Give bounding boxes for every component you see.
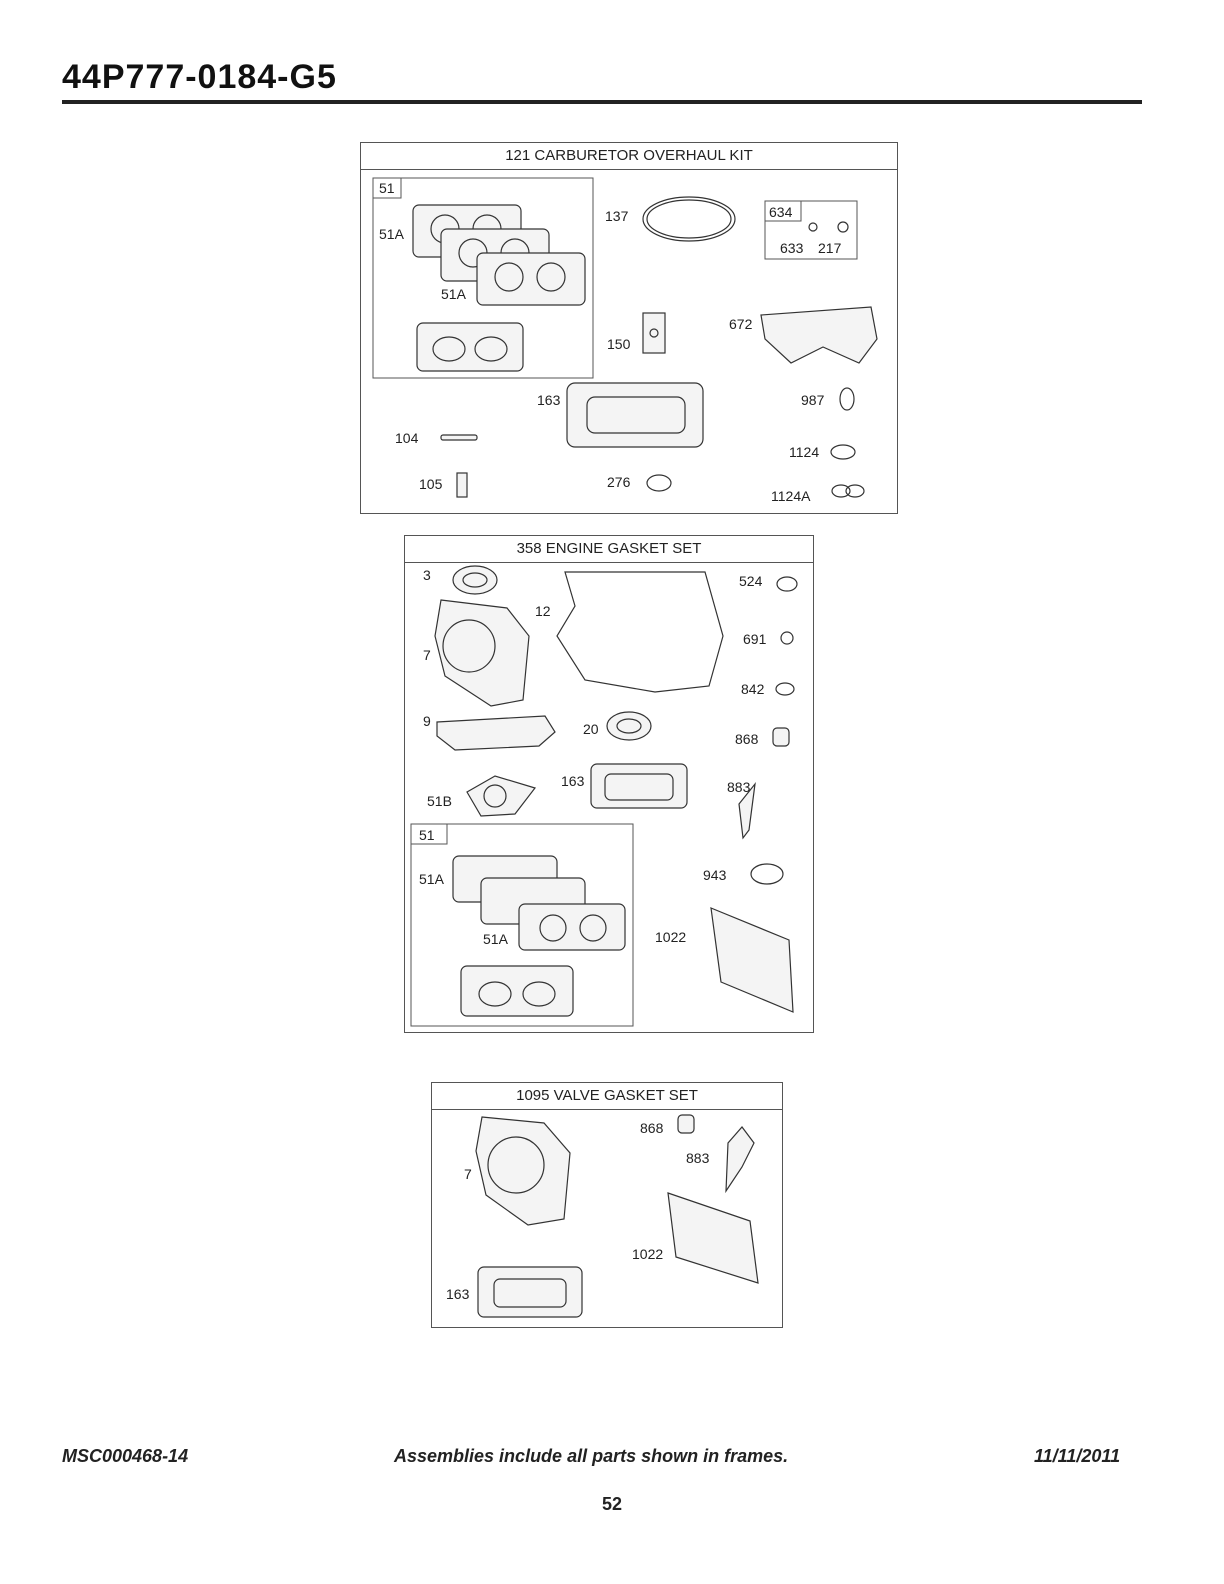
label-842: 842 xyxy=(741,681,765,697)
part-1022-valve-cover-gasket xyxy=(668,1193,758,1283)
part-7-head-gasket xyxy=(435,600,529,706)
label-987: 987 xyxy=(801,392,825,408)
part-276 xyxy=(647,475,671,491)
label-105: 105 xyxy=(419,476,443,492)
part-12-crankcase-gasket xyxy=(557,572,723,692)
label-51a: 51A xyxy=(483,931,508,947)
label-1022: 1022 xyxy=(655,929,687,945)
label-104: 104 xyxy=(395,430,419,446)
label-51b: 51B xyxy=(427,793,452,809)
label-633: 633 xyxy=(780,240,804,256)
part-104 xyxy=(441,435,477,440)
page-title: 44P777-0184-G5 xyxy=(62,58,337,96)
label-9: 9 xyxy=(423,713,431,729)
part-868 xyxy=(678,1115,694,1133)
label-163: 163 xyxy=(446,1286,470,1302)
part-1022-valve-cover-gasket xyxy=(711,908,793,1012)
label-137: 137 xyxy=(605,208,629,224)
label-1022: 1022 xyxy=(632,1246,664,1262)
label-868: 868 xyxy=(640,1120,664,1136)
label-150: 150 xyxy=(607,336,631,352)
label-1124a: 1124A xyxy=(771,488,811,504)
label-51a: 51A xyxy=(379,226,404,242)
part-672 xyxy=(761,307,877,363)
kit-valve-gasket-set xyxy=(431,1082,783,1328)
part-524 xyxy=(777,577,797,591)
label-634: 634 xyxy=(769,204,793,220)
gasket-51 xyxy=(417,323,523,371)
label-691: 691 xyxy=(743,631,767,647)
valve-gasket-diagram xyxy=(432,1083,782,1327)
part-987 xyxy=(840,388,854,410)
part-137-ring xyxy=(643,197,735,241)
part-150 xyxy=(643,313,665,353)
kit-title: 358 ENGINE GASKET SET xyxy=(405,536,813,563)
gasket-51 xyxy=(461,966,573,1016)
label-51a: 51A xyxy=(441,286,466,302)
document-id: MSC000468-14 xyxy=(62,1446,189,1466)
title-rule xyxy=(62,100,1142,104)
part-9 xyxy=(437,716,555,750)
label-51a: 51A xyxy=(419,871,444,887)
part-20-seal xyxy=(607,712,651,740)
label-672: 672 xyxy=(729,316,753,332)
label-524: 524 xyxy=(739,573,763,589)
part-3-seal xyxy=(453,566,497,594)
part-7-head-gasket xyxy=(476,1117,570,1225)
label-3: 3 xyxy=(423,567,431,583)
label-883: 883 xyxy=(727,779,751,795)
label-1124: 1124 xyxy=(789,444,820,460)
label-12: 12 xyxy=(535,603,551,619)
part-943 xyxy=(751,864,783,884)
part-883 xyxy=(726,1127,754,1191)
label-163: 163 xyxy=(561,773,585,789)
part-691 xyxy=(781,632,793,644)
kit-title: 1095 VALVE GASKET SET xyxy=(432,1083,782,1110)
engine-gasket-diagram xyxy=(405,536,813,1032)
kit-carburetor-overhaul xyxy=(360,142,898,514)
kit-engine-gasket-set xyxy=(404,535,814,1033)
label-943: 943 xyxy=(703,867,727,883)
gasket-51a-stack xyxy=(413,205,585,305)
label-883: 883 xyxy=(686,1150,710,1166)
label-7: 7 xyxy=(464,1166,472,1182)
part-842 xyxy=(776,683,794,695)
kit-title: 121 CARBURETOR OVERHAUL KIT xyxy=(361,143,897,170)
label-163: 163 xyxy=(537,392,561,408)
part-868 xyxy=(773,728,789,746)
part-1124a xyxy=(832,485,850,497)
footer-note: Assemblies include all parts shown in frames. xyxy=(394,1446,789,1466)
part-105 xyxy=(457,473,467,497)
label-20: 20 xyxy=(583,721,599,737)
page-number: 52 xyxy=(601,1494,623,1514)
carburetor-kit-diagram xyxy=(361,143,897,513)
part-51b xyxy=(467,776,535,816)
label-51: 51 xyxy=(379,180,395,196)
gasket-51a-stack xyxy=(453,856,625,950)
part-1124 xyxy=(831,445,855,459)
label-217: 217 xyxy=(818,240,842,256)
label-868: 868 xyxy=(735,731,759,747)
footer-date: 11/11/2011 xyxy=(1034,1446,1121,1466)
label-51: 51 xyxy=(419,827,435,843)
label-7: 7 xyxy=(423,647,431,663)
label-276: 276 xyxy=(607,474,631,490)
